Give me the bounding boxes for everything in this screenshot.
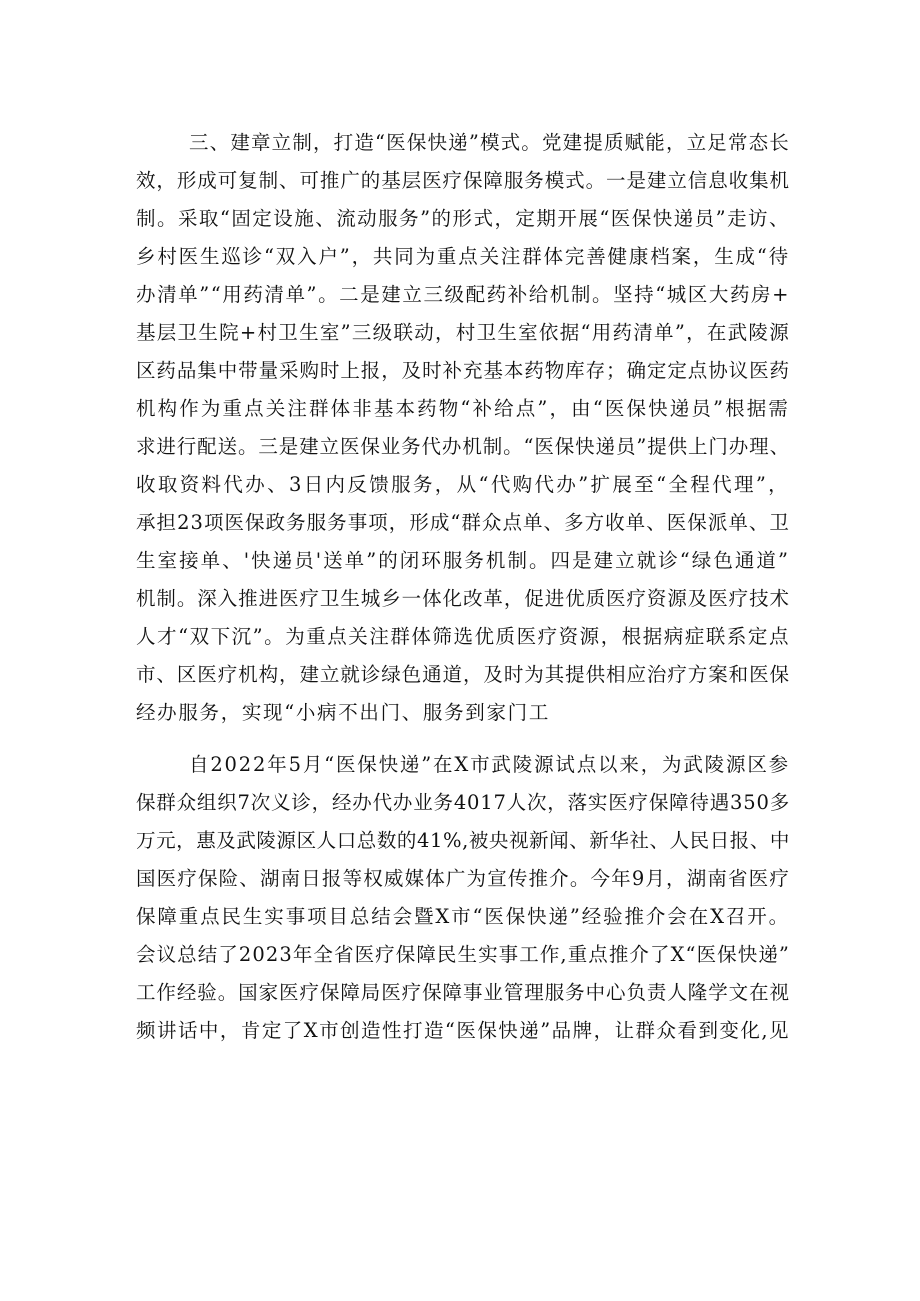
paragraph-1-line-15: 市、区医疗机构，建立就诊绿色通道，及时为其提供相应治疗方案和医保: [136, 663, 790, 686]
paragraph-1-line-9: 求进行配送。三是建立医保业务代办机制。“医保快递员”提供上门办理、: [136, 435, 790, 458]
paragraph-1-line-12: 生室接单、'快递员'送单”的闭环服务机制。四是建立就诊“绿色通道”: [136, 549, 790, 572]
paragraph-1-line-2: 效，形成可复制、可推广的基层医疗保障服务模式。一是建立信息收集机: [136, 169, 790, 192]
paragraph-2-line-5: 保障重点民生实事项目总结会暨X市“医保快递”经验推介会在X召开。: [136, 905, 790, 928]
paragraph-2-line-2: 保群众组织7次义诊，经办代办业务4017人次，落实医疗保障待遇350多: [136, 791, 790, 814]
paragraph-1-line-5: 办清单”“用药清单”。二是建立三级配药补给机制。坚持“城区大药房+: [136, 283, 790, 306]
paragraph-1-line-8: 机构作为重点关注群体非基本药物“补给点”，由“医保快递员”根据需: [136, 397, 790, 420]
paragraph-2-line-4: 国医疗保险、湖南日报等权威媒体广为宣传推介。今年9月，湖南省医疗: [136, 867, 790, 890]
paragraph-2-line-7: 工作经验。国家医疗保障局医疗保障事业管理服务中心负责人隆学文在视: [136, 981, 790, 1004]
paragraph-1-line-3: 制。采取“固定设施、流动服务”的形式，定期开展“医保快递员”走访、: [136, 207, 790, 230]
paragraph-2-line-1: 自2022年5月“医保快递”在X市武陵源试点以来，为武陵源区参: [189, 753, 790, 776]
paragraph-1-line-7: 区药品集中带量采购时上报，及时补充基本药物库存；确定定点协议医药: [136, 359, 790, 382]
paragraph-1-line-1: 三、建章立制，打造“医保快递”模式。党建提质赋能，立足常态长: [189, 131, 790, 154]
paragraph-1-line-4: 乡村医生巡诊“双入户”，共同为重点关注群体完善健康档案，生成“待: [136, 245, 790, 268]
paragraph-1-line-13: 机制。深入推进医疗卫生城乡一体化改革，促进优质医疗资源及医疗技术: [136, 587, 790, 610]
paragraph-1-line-14: 人才“双下沉”。为重点关注群体筛选优质医疗资源，根据病症联系定点: [136, 625, 790, 648]
paragraph-1-line-11: 承担23项医保政务服务事项，形成“群众点单、多方收单、医保派单、卫: [136, 511, 790, 534]
paragraph-1-line-6: 基层卫生院+村卫生室”三级联动，村卫生室依据“用药清单”，在武陵源: [136, 321, 790, 344]
paragraph-2-line-8: 频讲话中，肯定了X市创造性打造“医保快递”品牌，让群众看到变化,见: [136, 1019, 790, 1042]
paragraph-2-line-6: 会议总结了2023年全省医疗保障民生实事工作,重点推介了X“医保快递”: [136, 943, 790, 966]
paragraph-2-line-3: 万元，惠及武陵源区人口总数的41%,被央视新闻、新华社、人民日报、中: [136, 829, 790, 852]
paragraph-1-line-16: 经办服务，实现“小病不出门、服务到家门工: [136, 701, 550, 724]
paragraph-1-line-10: 收取资料代办、3日内反馈服务，从“代购代办”扩展至“全程代理”，: [136, 473, 790, 496]
